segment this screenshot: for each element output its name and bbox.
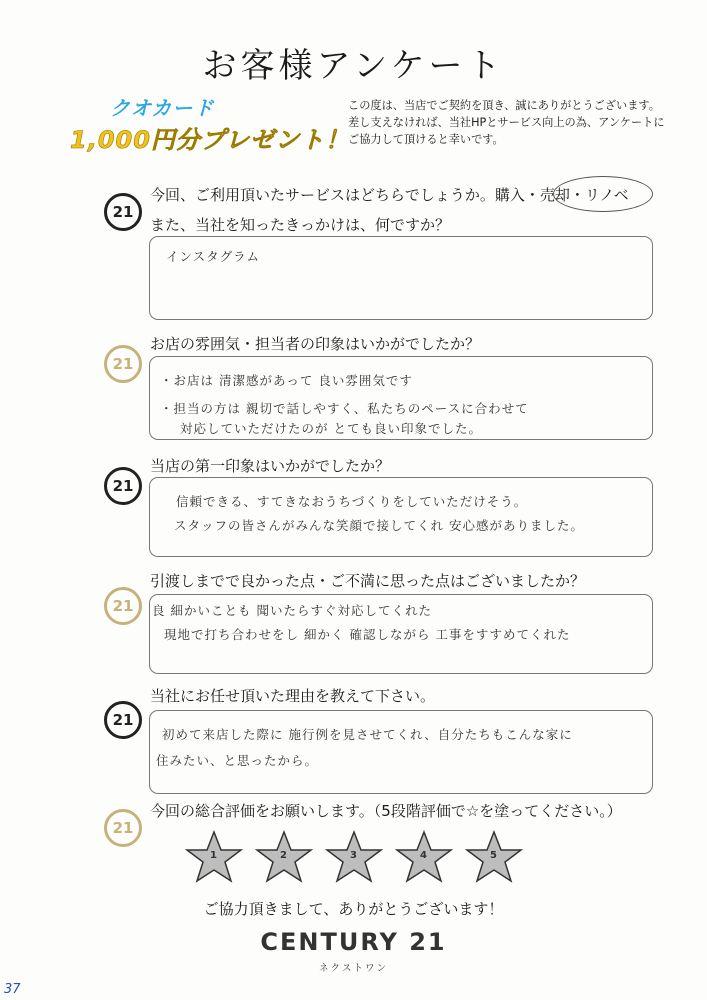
answer-5-line-1: 初めて来店した際に 施行例を見させてくれ、自分たちもこんな家に [162, 727, 573, 742]
answer-box-5[interactable] [149, 710, 653, 794]
century21-badge-icon: 21 [104, 467, 142, 505]
answer-2-line-1: ・お店は 清潔感があって 良い雰囲気です [160, 373, 413, 388]
answer-3-line-2: スタッフの皆さんがみんな笑顔で接してくれ 安心感がありました。 [174, 518, 584, 533]
question-4: 引渡しまでで良かった点・ご不満に思った点はございましたか？ [150, 572, 586, 590]
promo-line-1: クオカード [110, 96, 215, 120]
brand-subtitle: ネクストワン [319, 963, 388, 974]
promo-line-2: 1,000円分プレゼント！ [70, 126, 350, 154]
answer-box-2[interactable] [149, 356, 653, 440]
century21-badge-icon: 21 [104, 345, 142, 383]
answer-4-line-1: 良 細かいことも 聞いたらすぐ対応してくれた [152, 603, 432, 618]
question-5: 当社にお任せ頂いた理由を教えて下さい。 [150, 687, 436, 705]
century21-badge-icon: 21 [104, 193, 142, 231]
question-6: 今回の総合評価をお願いします。（5段階評価で☆を塗ってください。） [150, 802, 622, 820]
answer-box-3[interactable] [149, 477, 653, 557]
rating-star-4[interactable] [394, 830, 454, 884]
rating-star-2[interactable] [254, 830, 314, 884]
answer-2-line-3: 対応していただけたのが とても良い印象でした。 [180, 421, 482, 436]
century21-badge-icon: 21 [104, 587, 142, 625]
rating-star-label: 3 [350, 850, 357, 861]
rating-star-3[interactable] [324, 830, 384, 884]
rating-star-5[interactable] [464, 830, 524, 884]
intro-text: この度は、当店でご契約を頂き、誠にありがとうございます。差し支えなければ、当社HPとサービス向上の為、アンケートにご協力して頂けると幸いです。 [348, 99, 665, 146]
page-number: 37 [4, 982, 21, 997]
answer-box-4[interactable] [149, 594, 653, 674]
selection-circle [553, 176, 653, 212]
question-3: 当店の第一印象はいかがでしたか？ [150, 457, 391, 475]
answer-5-line-2: 住みたい、と思ったから。 [156, 753, 319, 768]
rating-star-label: 4 [420, 850, 427, 861]
question-1-line-1: 今回、ご利用頂いたサービスはどちらでしょうか。購入・売却・リノベ [150, 186, 629, 204]
brand-logo: CENTURY 21 [260, 928, 447, 956]
rating-star-label: 2 [280, 850, 287, 861]
rating-stars [0, 830, 707, 884]
rating-star-label: 5 [490, 850, 497, 861]
century21-badge-icon: 21 [104, 809, 142, 847]
answer-2-line-2: ・担当の方は 親切で話しやすく、私たちのペースに合わせて [160, 401, 529, 416]
answer-1-text: インスタグラム [166, 249, 261, 264]
question-2: お店の雰囲気・担当者の印象はいかがでしたか？ [150, 335, 481, 353]
century21-badge-icon: 21 [104, 701, 142, 739]
rating-star-label: 1 [210, 850, 217, 861]
answer-4-line-2: 現地で打ち合わせをし 細かく 確認しながら 工事をすすめてくれた [164, 627, 571, 642]
answer-3-line-1: 信頼できる、すてきなおうちづくりをしていただけそう。 [176, 494, 528, 509]
rating-star-1[interactable] [184, 830, 244, 884]
page-title: お客様アンケート [202, 46, 505, 86]
thanks-message: ご協力頂きまして、ありがとうございます！ [203, 900, 504, 918]
answer-box-1[interactable] [149, 236, 653, 320]
question-1-line-2: また、当社を知ったきっかけは、何ですか？ [150, 216, 451, 234]
